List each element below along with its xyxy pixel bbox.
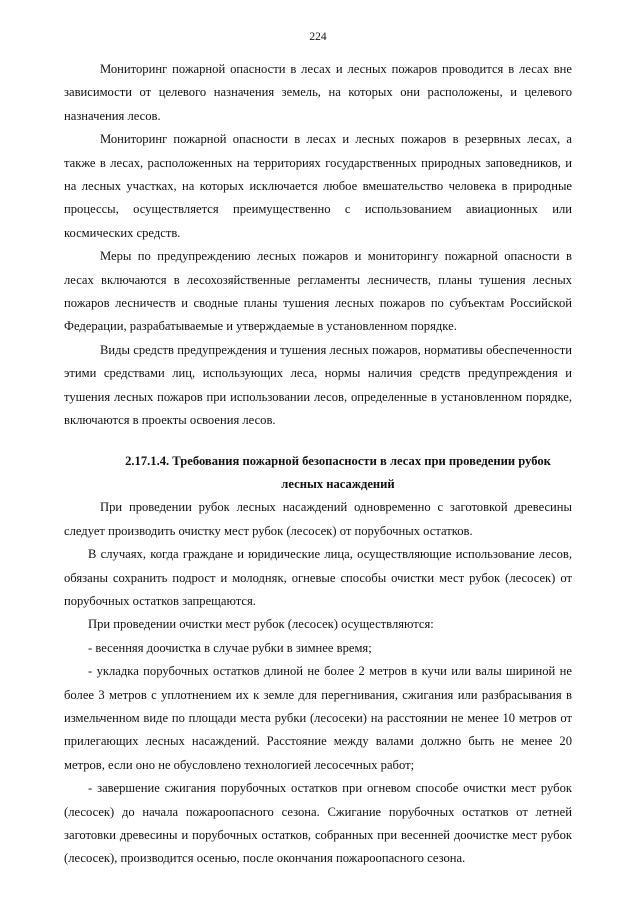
list-item-burning-completion: - завершение сжигания порубочных остатков при огневом способе очистки мест рубок (лесосек) до начала пожароопасного сезона. Сжигание порубочных остатков от летней заготовки древесины и порубочных остатков, собранных при весенней доочистке мест рубок (лесосек), производится осенью, после окончания пожароопасного сезона.	[64, 781, 572, 866]
paragraph-fire-cleanup-prohibited: В случаях, когда граждане и юридические лица, осуществляющие использование лесов, обязаны сохранить подрост и молодняк, огневые способы очистки мест рубок (лесосек) от порубочных остатков запрещаются.	[64, 547, 572, 608]
paragraph-prevention-measures: Меры по предупреждению лесных пожаров и мониторингу пожарной опасности в лесах включаются в лесохозяйственные регламенты лесничеств, планы тушения лесных пожаров лесничеств и сводные планы тушения лесных пожаров по субъектам Российской Федерации, разрабатываемые и утверждаемые в установленном порядке.	[64, 249, 572, 334]
paragraph-cleanup-list-intro: При проведении очистки мест рубок (лесосек) осуществляются:	[88, 617, 434, 632]
list-item-residue-stacking: - укладка порубочных остатков длиной не более 2 метров в кучи или валы шириной не более 3 метров с уплотнением их к земле для перегнивания, сжигания или разбрасывания в измельченном виде по площади места рубки (лесосеки) на расстоянии не менее 10 метров от прилегающих лесных насаждений. Расстояние между валами должно быть не менее 20 метров, если оно не обусловлено технологией лесосечных работ;	[64, 664, 572, 772]
page-number: 224	[309, 31, 327, 43]
list-item-spring-cleanup: - весенняя доочистка в случае рубки в зимнее время;	[88, 640, 372, 655]
section-heading: 2.17.1.4. Требования пожарной безопасности в лесах при проведении рубок лесных насаждений	[125, 453, 551, 491]
paragraph-monitoring-reserve-forests: Мониторинг пожарной опасности в лесах и лесных пожаров в резервных лесах, а также в лесах, расположенных на территориях государственных природных заповедников, и на лесных участках, на которых исключается любое вмешательство человека в природные процессы, осуществляется преимущественно с использованием авиационных или космических средств.	[64, 132, 572, 240]
paragraph-logging-cleanup: При проведении рубок лесных насаждений одновременно с заготовкой древесины следует производить очистку мест рубок (лесосек) от порубочных остатков.	[64, 500, 572, 538]
paragraph-monitoring-scope: Мониторинг пожарной опасности в лесах и лесных пожаров проводится в лесах вне зависимости от целевого назначения земель, на которых они расположены, и целевого назначения лесов.	[64, 62, 572, 123]
paragraph-means-standards: Виды средств предупреждения и тушения лесных пожаров, нормативы обеспеченности этими средствами лиц, использующих леса, нормы наличия средств предупреждения и тушения лесных пожаров при использовании лесов, определенные в установленном порядке, включаются в проекты освоения лесов.	[64, 342, 572, 428]
